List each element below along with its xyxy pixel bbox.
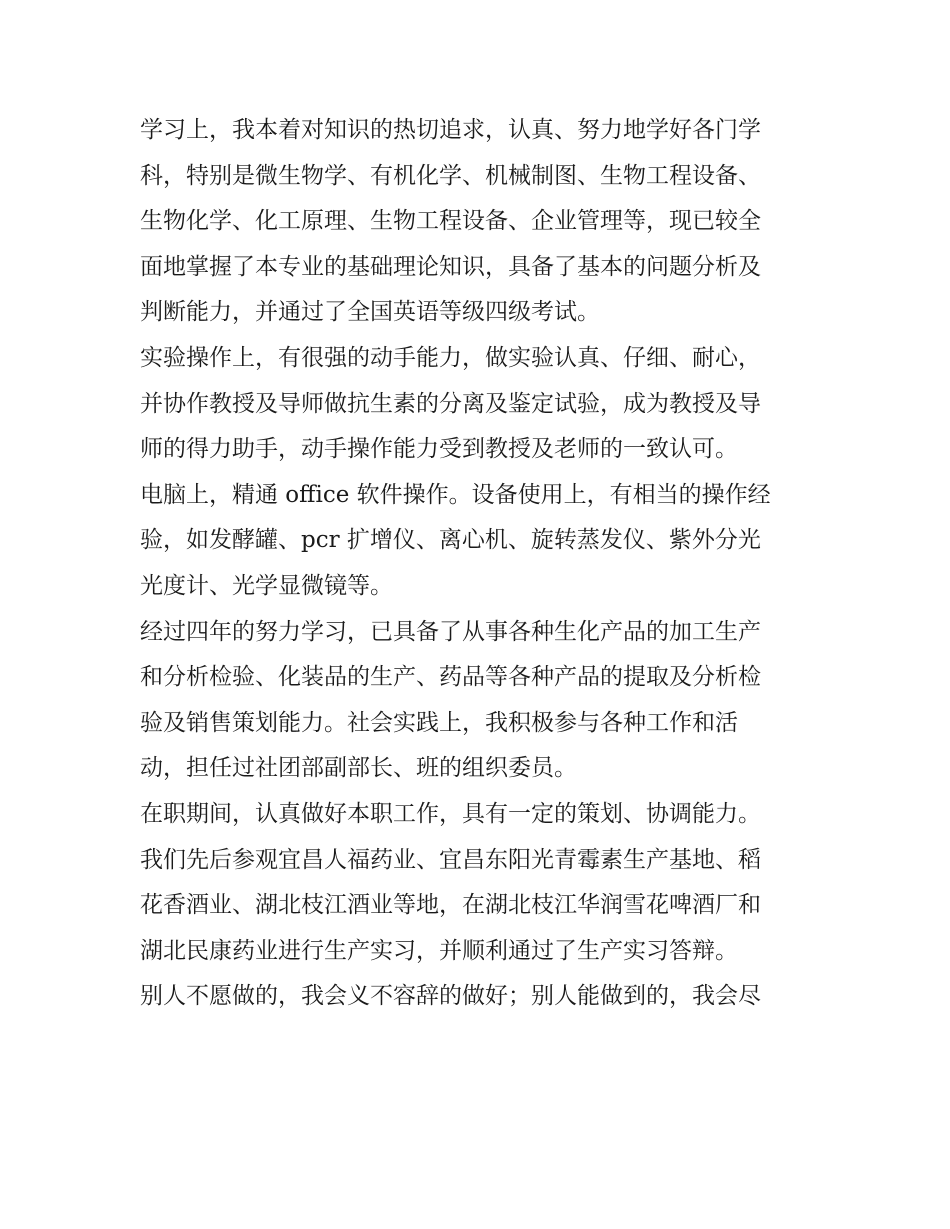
text-line: 经过四年的努力学习，已具备了从事各种生化产品的加工生产	[140, 618, 761, 645]
text-line: 验，如发酵罐、pcr 扩增仪、离心机、旋转蒸发仪、紫外分光	[140, 527, 761, 554]
text-line: 我们先后参观宜昌人福药业、宜昌东阳光青霉素生产基地、稻	[140, 846, 761, 873]
text-line: 生物化学、化工原理、生物工程设备、企业管理等，现已较全	[140, 208, 761, 235]
text-line: 湖北民康药业进行生产实习，并顺利通过了生产实习答辩。	[140, 937, 738, 964]
text-line: 光度计、光学显微镜等。	[140, 572, 393, 599]
body-text	[140, 108, 840, 1020]
text-line: 并协作教授及导师做抗生素的分离及鉴定试验，成为教授及导	[140, 390, 761, 417]
text-line: 在职期间，认真做好本职工作，具有一定的策划、协调能力。	[140, 800, 761, 827]
text-line: 学习上，我本着对知识的热切追求，认真、努力地学好各门学	[140, 117, 761, 143]
text-line: 电脑上，精通 office 软件操作。设备使用上，有相当的操作经	[140, 481, 771, 508]
text-line: 别人不愿做的，我会义不容辞的做好；别人能做到的，我会尽	[140, 983, 761, 1010]
text-line: 动，担任过社团部副部长、班的组织委员。	[140, 755, 577, 782]
text-line: 面地掌握了本专业的基础理论知识，具备了基本的问题分析及	[140, 253, 761, 280]
text-line: 科，特别是微生物学、有机化学、机械制图、生物工程设备、	[140, 162, 761, 189]
text-line: 和分析检验、化装品的生产、药品等各种产品的提取及分析检	[140, 664, 761, 691]
text-line: 实验操作上，有很强的动手能力，做实验认真、仔细、耐心，	[140, 344, 761, 371]
text-line: 判断能力，并通过了全国英语等级四级考试。	[140, 299, 600, 326]
text-line: 验及销售策划能力。社会实践上，我积极参与各种工作和活	[140, 709, 738, 736]
text-line: 师的得力助手，动手操作能力受到教授及老师的一致认可。	[140, 436, 738, 463]
text-line: 花香酒业、湖北枝江酒业等地，在湖北枝江华润雪花啤酒厂和	[140, 892, 761, 919]
